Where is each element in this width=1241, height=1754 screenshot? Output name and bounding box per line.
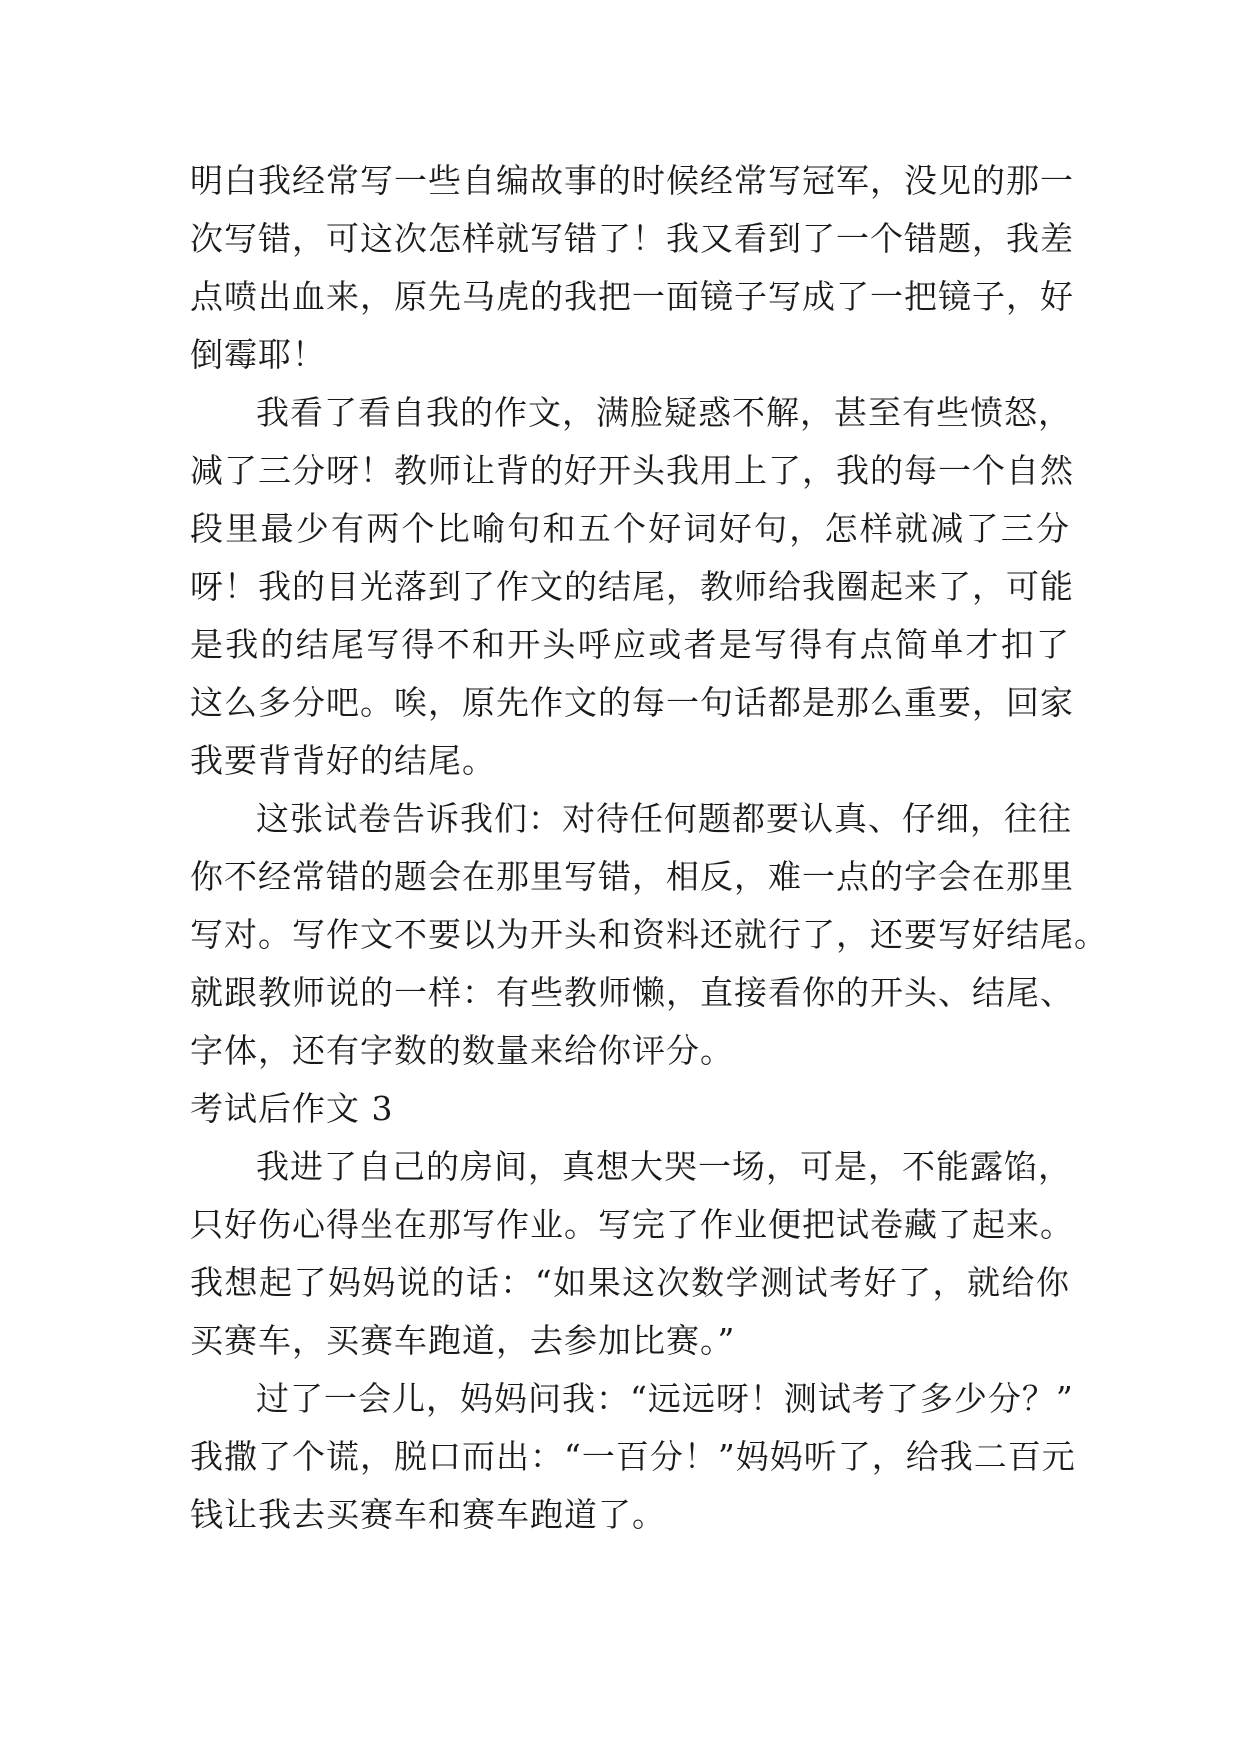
document-body [190, 152, 1108, 1544]
text-line: 钱让我去买赛车和赛车跑道了。 [190, 1495, 666, 1534]
text-line: 你不经常错的题会在那里写错，相反，难一点的字会在那里 [190, 857, 1074, 896]
paragraph-1 [190, 152, 1074, 384]
text-line: 我撒了个谎，脱口而出：“一百分！”妈妈听了，给我二百元 [190, 1437, 1076, 1476]
section-heading [190, 1080, 1070, 1138]
text-line: 过了一会儿，妈妈问我：“远远呀！测试考了多少分？” [256, 1379, 1074, 1418]
text-line: 我进了自己的房间，真想大哭一场，可是，不能露馅， [256, 1147, 1072, 1186]
section-heading-text: 考试后作文 3 [190, 1089, 394, 1128]
paragraph-5 [190, 1370, 1076, 1544]
text-line: 我想起了妈妈说的话：“如果这次数学测试考好了，就给你 [190, 1263, 1070, 1302]
text-line: 段里最少有两个比喻句和五个好词好句，怎样就减了三分 [190, 509, 1070, 548]
text-line: 写对。写作文不要以为开头和资料还就行了，还要写好结尾。 [190, 915, 1108, 954]
text-line: 是我的结尾写得不和开头呼应或者是写得有点简单才扣了 [190, 625, 1070, 664]
text-line: 次写错，可这次怎样就写错了！我又看到了一个错题，我差 [190, 219, 1074, 258]
text-line: 买赛车，买赛车跑道，去参加比赛。” [190, 1321, 736, 1360]
text-line: 字体，还有字数的数量来给你评分。 [190, 1031, 734, 1070]
text-line: 我要背背好的结尾。 [190, 741, 496, 780]
text-line: 减了三分呀！教师让背的好开头我用上了，我的每一个自然 [190, 451, 1074, 490]
text-line: 点喷出血来，原先马虎的我把一面镜子写成了一把镜子，好 [190, 277, 1074, 316]
text-line: 这么多分吧。唉，原先作文的每一句话都是那么重要，回家 [190, 683, 1074, 722]
text-line: 呀！我的目光落到了作文的结尾，教师给我圈起来了，可能 [190, 567, 1074, 606]
text-line: 倒霉耶！ [190, 335, 326, 374]
text-line: 这张试卷告诉我们：对待任何题都要认真、仔细，往往 [256, 799, 1072, 838]
text-line: 只好伤心得坐在那写作业。写完了作业便把试卷藏了起来。 [190, 1205, 1074, 1244]
paragraph-4 [190, 1138, 1074, 1370]
text-line: 我看了看自我的作文，满脸疑惑不解，甚至有些愤怒， [256, 393, 1072, 432]
text-line: 明白我经常写一些自编故事的时候经常写冠军，没见的那一 [190, 161, 1074, 200]
paragraph-3 [190, 790, 1108, 1080]
text-line: 就跟教师说的一样：有些教师懒，直接看你的开头、结尾、 [190, 973, 1074, 1012]
paragraph-2 [190, 384, 1074, 790]
